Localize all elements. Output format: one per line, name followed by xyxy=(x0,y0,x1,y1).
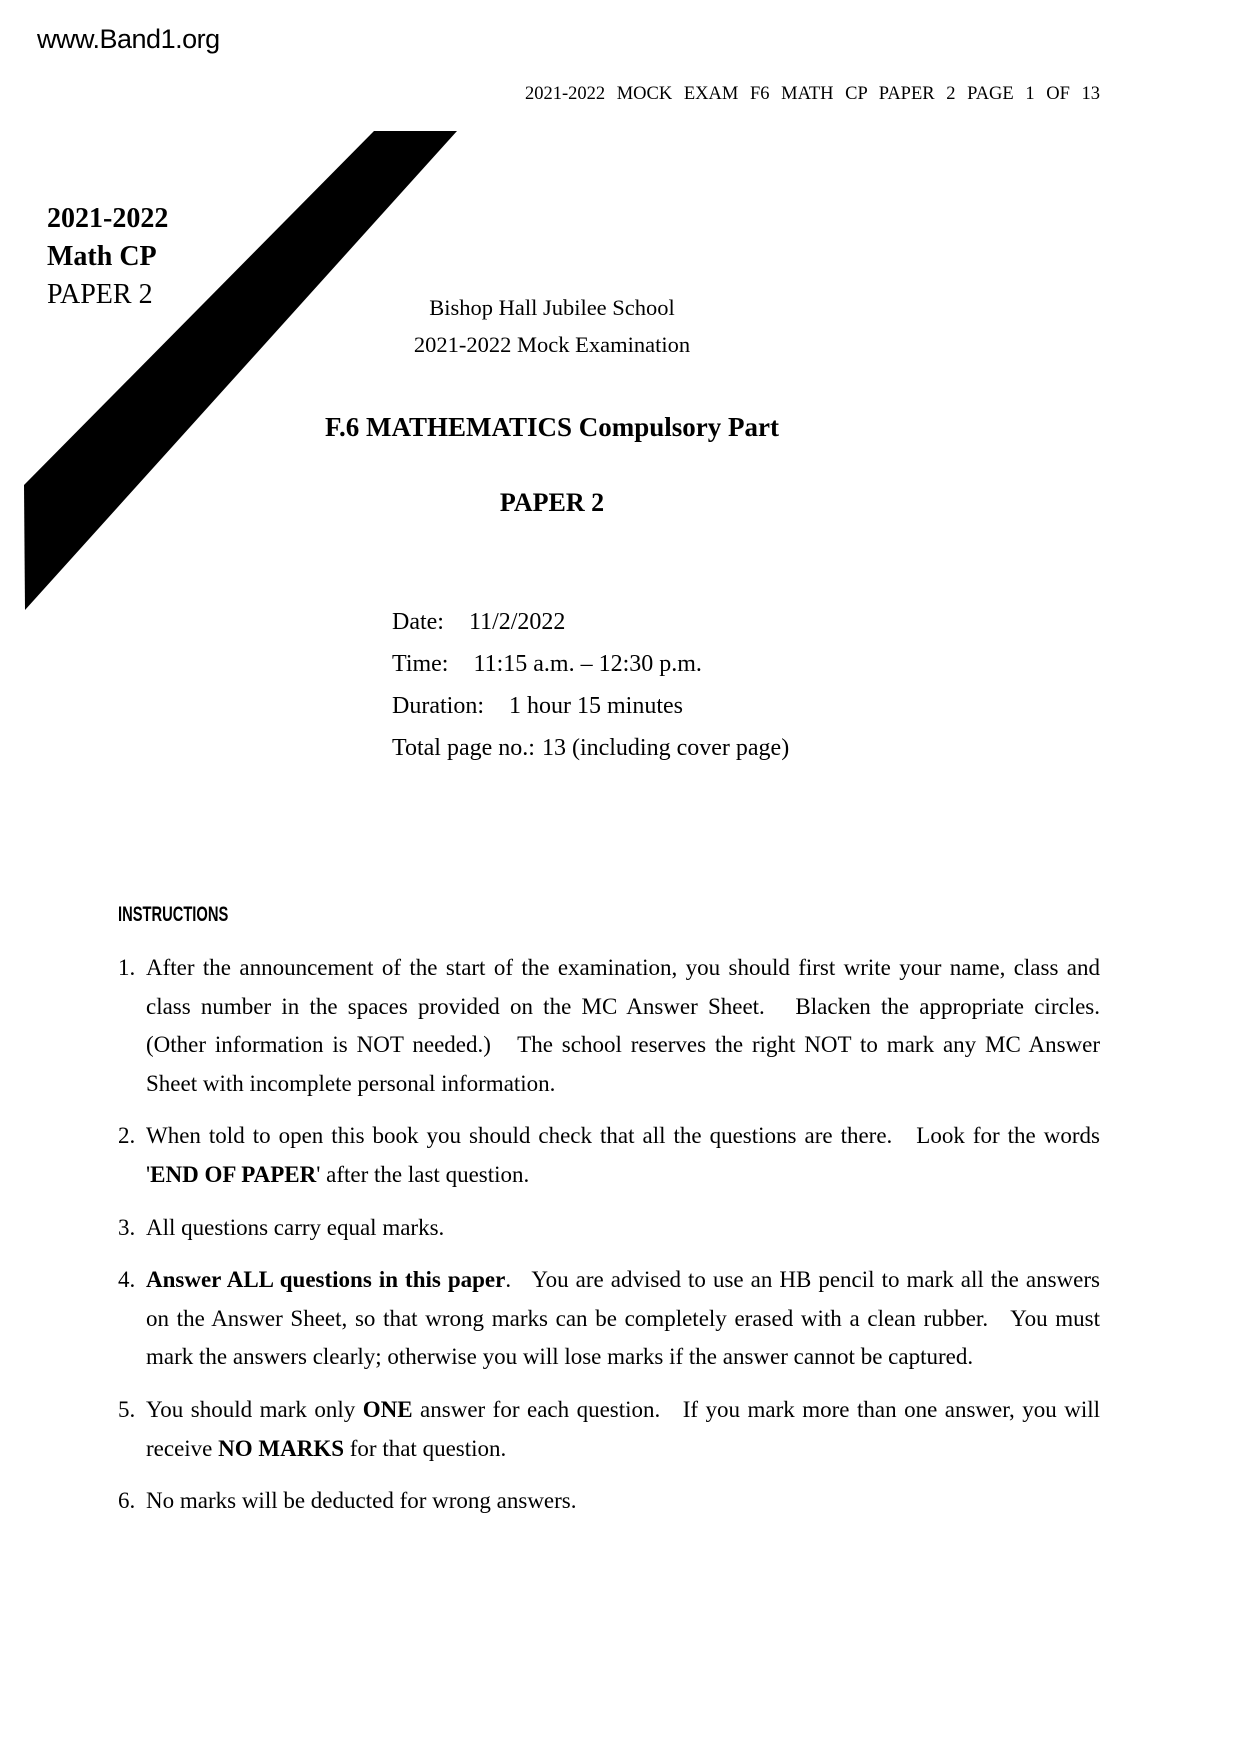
instruction-text xyxy=(146,1261,1106,1377)
instruction-number: 6. xyxy=(118,1488,136,1514)
instruction-item xyxy=(118,1482,1100,1521)
paper-title: F.6 MATHEMATICS Compulsory Part xyxy=(324,412,779,442)
instruction-item xyxy=(118,1117,1106,1194)
instruction-text-bold-segment: Answer ALL questions in this paper xyxy=(146,1267,506,1293)
school-name: Bishop Hall Jubilee School xyxy=(429,295,675,320)
detail-label: Date: xyxy=(392,609,444,635)
instruction-text-bold-segment: NO MARKS xyxy=(218,1435,345,1461)
instruction-text-segment: You should mark only xyxy=(146,1396,363,1422)
detail-value: 11:15 a.m. – 12:30 p.m. xyxy=(473,651,702,677)
instruction-text-segment: answer for each question. If you mark more than one answer, you will receive xyxy=(146,1396,1106,1461)
instruction-number: 2. xyxy=(118,1123,136,1149)
instruction-text-segment: After the announcement of the start of the examination, you should first write your name, class and class number in the spaces provided on the MC Answer Sheet. Blacken the appropriate circles. (Other information is NOT needed.) The school reserves the right NOT to mark any MC Answer Sheet with incomplete personal information. xyxy=(146,955,1118,1096)
detail-row xyxy=(392,727,789,769)
instruction-text-segment: for that question. xyxy=(344,1435,507,1461)
instruction-text-bold-segment: END OF PAPER xyxy=(150,1161,317,1187)
instruction-text xyxy=(146,1391,1106,1468)
instruction-text xyxy=(146,949,1118,1103)
detail-value: 13 (including cover page) xyxy=(541,735,790,761)
instruction-text xyxy=(146,1209,1100,1248)
detail-value: 1 hour 15 minutes xyxy=(508,693,683,719)
detail-row xyxy=(392,685,789,727)
detail-row xyxy=(392,643,789,685)
instruction-item xyxy=(118,1261,1106,1377)
corner-label-line: 2021-2022 xyxy=(47,203,169,234)
instructions-list xyxy=(118,949,1118,1521)
instructions-heading: INSTRUCTIONS xyxy=(118,903,229,926)
school-header xyxy=(0,289,1104,363)
detail-value: 11/2/2022 xyxy=(468,609,566,635)
instruction-item xyxy=(118,1391,1106,1468)
instruction-number: 1. xyxy=(118,955,136,980)
corner-label-line: Math CP xyxy=(47,241,157,272)
instruction-number: 4. xyxy=(118,1267,136,1293)
exam-session: 2021-2022 Mock Examination xyxy=(413,332,691,357)
instruction-text-segment: . You are advised to use an HB pencil to mark all the answers on the Answer Sheet, so that wrong marks can be completely erased with a clean rubber. You must mark the answers clearly; otherwise you will lose marks if the answer cannot be captured. xyxy=(146,1267,1106,1370)
detail-label: Total page no.: xyxy=(392,735,535,761)
paper-number: PAPER 2 xyxy=(499,488,605,517)
instruction-number: 5. xyxy=(118,1396,136,1422)
instruction-text xyxy=(146,1482,1100,1521)
instruction-item xyxy=(118,949,1118,1103)
running-header: 2021-2022 MOCK EXAM F6 MATH CP PAPER 2 PAGE 1 OF 13 xyxy=(524,84,1100,104)
instruction-number: 3. xyxy=(118,1214,136,1240)
exam-details xyxy=(392,601,789,769)
watermark-text: www.Band1.org xyxy=(37,24,220,54)
instruction-text-segment: No marks will be deducted for wrong answers. xyxy=(146,1488,577,1514)
instruction-item xyxy=(118,1209,1100,1248)
instruction-text xyxy=(146,1117,1106,1194)
instruction-text-segment: All questions carry equal marks. xyxy=(146,1214,445,1240)
detail-label: Duration: xyxy=(392,693,484,719)
instruction-text-segment: ' after the last question. xyxy=(316,1161,530,1187)
instruction-text-bold-segment: ONE xyxy=(362,1396,413,1422)
detail-label: Time: xyxy=(392,651,449,677)
instruction-text-segment: When told to open this book you should check that all the questions are there. Look for the words ' xyxy=(146,1123,1106,1187)
detail-row xyxy=(392,601,789,643)
corner-label-line: PAPER 2 xyxy=(47,279,153,310)
